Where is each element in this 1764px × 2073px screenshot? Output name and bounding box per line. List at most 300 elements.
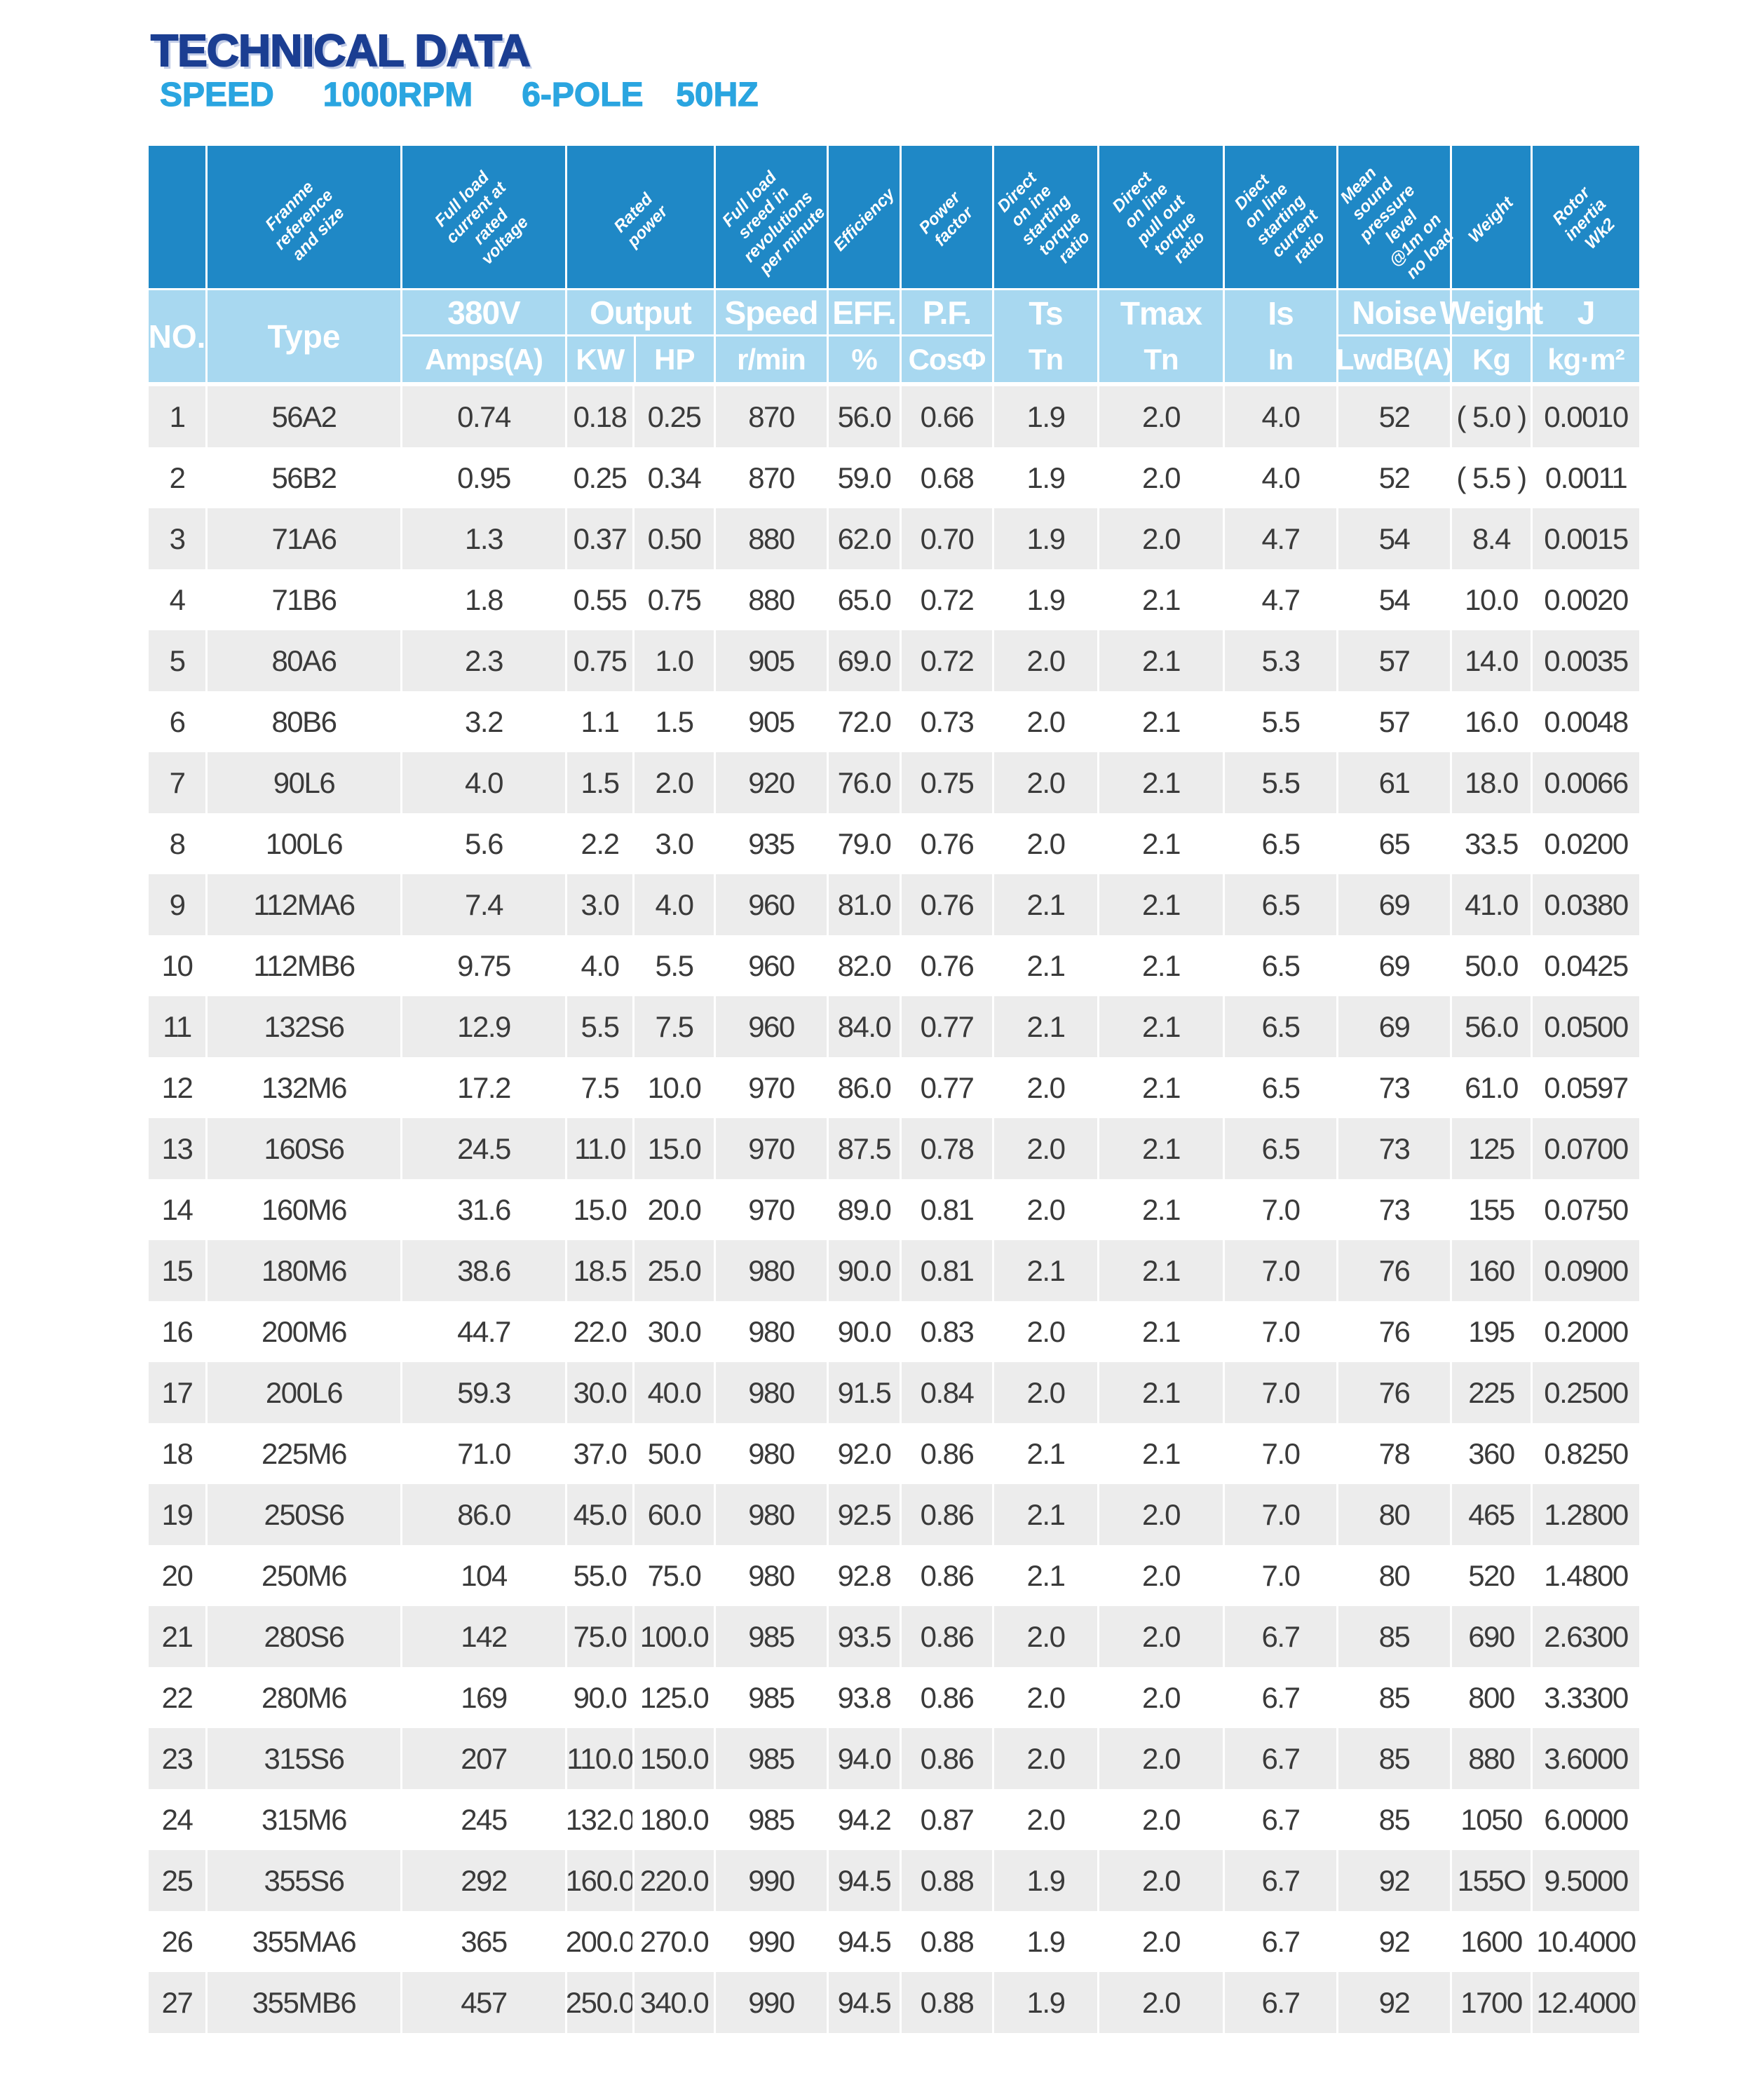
- table-cell: 0.76: [900, 935, 992, 996]
- column-label-sound: Mean sound pressure level @1m on no load: [1336, 163, 1458, 283]
- table-cell: 0.0035: [1531, 630, 1639, 691]
- table-cell: 6.7: [1223, 1667, 1336, 1728]
- table-cell: 92: [1336, 1911, 1450, 1972]
- table-cell: 18: [161, 1436, 193, 1470]
- table-cell: 980: [714, 1423, 827, 1484]
- table-row: [149, 691, 1639, 752]
- page-subtitle: SPEED 1000RPM 6-POLE 50HZ: [160, 76, 759, 114]
- table-cell: 10.4000: [1531, 1911, 1639, 1972]
- table-cell: 132M6: [205, 1057, 400, 1118]
- table-cell: 7.0: [1223, 1484, 1336, 1545]
- table-cell: 0.86: [900, 1667, 992, 1728]
- table-row: [149, 1301, 1639, 1362]
- table-cell: 90L6: [205, 752, 400, 813]
- table-cell: 169: [400, 1667, 565, 1728]
- table-cell: 2.0: [992, 1179, 1097, 1240]
- table-cell: 6.7: [1223, 1850, 1336, 1911]
- table-cell: 4.7: [1223, 569, 1336, 630]
- table-cell: 990: [714, 1850, 827, 1911]
- table-cell: 94.5: [827, 1850, 900, 1911]
- subheader-efficiency-top: EFF.: [829, 290, 900, 337]
- table-cell: 3.0: [565, 874, 632, 935]
- table-cell: 6.5: [1223, 996, 1336, 1057]
- table-cell: 37.0: [565, 1423, 632, 1484]
- subheader-is-top: Is: [1268, 295, 1294, 332]
- table-cell: 0.86: [900, 1606, 992, 1667]
- subheader-ts-top: Ts: [1029, 295, 1063, 332]
- table-cell: 84.0: [827, 996, 900, 1057]
- table-cell: 18.0: [1450, 752, 1531, 813]
- table-cell: 220.0: [632, 1850, 714, 1911]
- table-cell: 1.0: [632, 630, 714, 691]
- table-cell: 0.81: [900, 1179, 992, 1240]
- subheader-row: [149, 288, 1639, 382]
- table-cell: 20.0: [632, 1179, 714, 1240]
- table-cell: 73: [1336, 1118, 1450, 1179]
- table-cell: 1600: [1450, 1911, 1531, 1972]
- column-label-inertia: Rotor inertia Wk2: [1549, 183, 1619, 252]
- subheader-weight: [1439, 290, 1543, 382]
- subheader-efficiency: [827, 290, 900, 382]
- table-cell: 2.1: [1097, 752, 1223, 813]
- table-cell: 465: [1450, 1484, 1531, 1545]
- table-cell: 3.2: [400, 691, 565, 752]
- table-cell: 880: [714, 569, 827, 630]
- table-cell: 0.66: [900, 386, 992, 447]
- table-row: [149, 630, 1639, 691]
- table-cell: 0.76: [900, 813, 992, 874]
- table-cell: 10.0: [632, 1057, 714, 1118]
- table-cell: 990: [714, 1972, 827, 2033]
- table-cell: 7.0: [1223, 1179, 1336, 1240]
- table-cell: 2.1: [1097, 874, 1223, 935]
- table-cell: 5.5: [1223, 752, 1336, 813]
- subheader-power-factor-top: P.F.: [902, 290, 992, 337]
- table-cell: 1.9: [992, 1972, 1097, 2033]
- table-cell: 38.6: [400, 1240, 565, 1301]
- table-cell: 980: [714, 1545, 827, 1606]
- table-cell: 2.1: [1097, 996, 1223, 1057]
- table-cell: 4.0: [1223, 386, 1336, 447]
- table-cell: 69: [1336, 935, 1450, 996]
- table-cell: 160.0: [565, 1850, 632, 1911]
- table-cell: 57: [1336, 630, 1450, 691]
- subheader-no: [149, 290, 205, 382]
- table-cell: 970: [714, 1118, 827, 1179]
- table-cell: 935: [714, 813, 827, 874]
- table-cell: 160M6: [205, 1179, 400, 1240]
- table-cell: 200L6: [205, 1362, 400, 1423]
- table-cell: 110.0: [565, 1728, 632, 1789]
- table-cell: 0.0011: [1531, 447, 1639, 508]
- table-cell: 2.1: [1097, 1423, 1223, 1484]
- subheader-voltage-top: 380V: [402, 290, 565, 337]
- subheader-type: [205, 290, 400, 382]
- table-cell: 54: [1336, 508, 1450, 569]
- table-cell: 160S6: [205, 1118, 400, 1179]
- table-cell: 5.5: [565, 996, 632, 1057]
- table-cell: 7.0: [1223, 1301, 1336, 1362]
- table-cell: 2.2: [565, 813, 632, 874]
- table-row: [149, 1728, 1639, 1789]
- table-cell: 207: [400, 1728, 565, 1789]
- table-cell: 56.0: [827, 386, 900, 447]
- table-cell: 0.77: [900, 1057, 992, 1118]
- table-cell: 2.0: [1097, 1789, 1223, 1850]
- table-cell: 2.0: [992, 1606, 1097, 1667]
- table-cell: 155: [1450, 1179, 1531, 1240]
- table-cell: 62.0: [827, 508, 900, 569]
- table-cell: 2.0: [1097, 1972, 1223, 2033]
- table-cell: 2.6300: [1531, 1606, 1639, 1667]
- table-cell: 85: [1336, 1789, 1450, 1850]
- table-cell: 7.4: [400, 874, 565, 935]
- table-cell: 85: [1336, 1606, 1450, 1667]
- table-cell: 6.5: [1223, 935, 1336, 996]
- table-cell: 61: [1336, 752, 1450, 813]
- table-cell: 980: [714, 1484, 827, 1545]
- diagonal-header-cell-pullout-torque: [1097, 146, 1223, 288]
- table-cell: 7.0: [1223, 1240, 1336, 1301]
- table-cell: 315S6: [205, 1728, 400, 1789]
- table-cell: 980: [714, 1301, 827, 1362]
- table-cell: 2.1: [1097, 569, 1223, 630]
- table-cell: 2.1: [1097, 691, 1223, 752]
- table-cell: 33.5: [1450, 813, 1531, 874]
- table-cell: 9.5000: [1531, 1850, 1639, 1911]
- table-cell: 11: [163, 1010, 191, 1043]
- table-cell: 980: [714, 1240, 827, 1301]
- table-cell: 8.4: [1450, 508, 1531, 569]
- table-row: [149, 1423, 1639, 1484]
- table-cell: 6.5: [1223, 1118, 1336, 1179]
- table-cell: 355MA6: [205, 1911, 400, 1972]
- table-cell: 2.0: [992, 691, 1097, 752]
- subheader-is-bottom: In: [1268, 342, 1294, 376]
- table-cell: 18.5: [565, 1240, 632, 1301]
- table-cell: 60.0: [632, 1484, 714, 1545]
- table-cell: 0.70: [900, 508, 992, 569]
- table-cell: 20: [161, 1558, 193, 1592]
- table-cell: 86.0: [827, 1057, 900, 1118]
- subheader-no-label: NO.: [148, 318, 206, 355]
- table-cell: 92.5: [827, 1484, 900, 1545]
- table-cell: 94.5: [827, 1911, 900, 1972]
- table-cell: 0.84: [900, 1362, 992, 1423]
- table-row: [149, 1911, 1639, 1972]
- table-cell: 0.86: [900, 1728, 992, 1789]
- table-cell: 80B6: [205, 691, 400, 752]
- table-cell: 880: [1450, 1728, 1531, 1789]
- table-cell: 6.7: [1223, 1972, 1336, 2033]
- table-cell: 7: [169, 766, 185, 799]
- table-cell: 1.9: [992, 569, 1097, 630]
- table-cell: 870: [714, 386, 827, 447]
- table-cell: 72.0: [827, 691, 900, 752]
- subheader-kw: KW: [576, 342, 625, 376]
- table-cell: 2.0: [632, 752, 714, 813]
- subheader-inertia: [1531, 290, 1639, 382]
- table-cell: 82.0: [827, 935, 900, 996]
- table-cell: 3.3300: [1531, 1667, 1639, 1728]
- table-cell: 0.0010: [1531, 386, 1639, 447]
- table-cell: 180.0: [632, 1789, 714, 1850]
- table-cell: 1050: [1450, 1789, 1531, 1850]
- table-cell: 92.0: [827, 1423, 900, 1484]
- table-cell: 0.88: [900, 1972, 992, 2033]
- table-cell: 5.5: [1223, 691, 1336, 752]
- diagonal-header-row: [149, 146, 1639, 288]
- table-cell: 125: [1450, 1118, 1531, 1179]
- table-row: [149, 1057, 1639, 1118]
- table-row: [149, 1667, 1639, 1728]
- table-cell: 7.5: [632, 996, 714, 1057]
- table-cell: 2.0: [1097, 1728, 1223, 1789]
- subheader-tmax-bottom: Tn: [1144, 342, 1179, 376]
- table-cell: 59.3: [400, 1362, 565, 1423]
- table-cell: 9.75: [400, 935, 565, 996]
- table-cell: 2.1: [1097, 1179, 1223, 1240]
- table-cell: 4.0: [565, 935, 632, 996]
- table-cell: 2.1: [992, 1545, 1097, 1606]
- table-cell: 150.0: [632, 1728, 714, 1789]
- table-cell: 56A2: [205, 386, 400, 447]
- table-cell: 270.0: [632, 1911, 714, 1972]
- table-cell: 2.1: [992, 1423, 1097, 1484]
- table-cell: 2.1: [1097, 1057, 1223, 1118]
- table-cell: 2.1: [1097, 630, 1223, 691]
- table-cell: 92.8: [827, 1545, 900, 1606]
- table-cell: 50.0: [1450, 935, 1531, 996]
- table-cell: 79.0: [827, 813, 900, 874]
- table-cell: 15.0: [632, 1118, 714, 1179]
- table-cell: 960: [714, 874, 827, 935]
- table-cell: 0.0750: [1531, 1179, 1639, 1240]
- table-cell: 0.0380: [1531, 874, 1639, 935]
- table-cell: 2.1: [1097, 1301, 1223, 1362]
- table-row: [149, 1850, 1639, 1911]
- diagonal-header-cell-weight: [1450, 146, 1531, 288]
- table-cell: 985: [714, 1606, 827, 1667]
- diagonal-header-cell-no: [149, 146, 205, 288]
- table-cell: 0.95: [400, 447, 565, 508]
- table-cell: 1.3: [400, 508, 565, 569]
- table-cell: 6: [169, 705, 185, 738]
- table-cell: 960: [714, 935, 827, 996]
- table-cell: 9: [169, 888, 185, 921]
- table-cell: 10.0: [1450, 569, 1531, 630]
- table-cell: 0.0700: [1531, 1118, 1639, 1179]
- diagonal-header-cell-starting-current: [1223, 146, 1336, 288]
- table-cell: 0.0048: [1531, 691, 1639, 752]
- table-cell: 2.0: [1097, 1850, 1223, 1911]
- column-label-efficiency: Efficiency: [829, 184, 898, 255]
- table-cell: 76: [1336, 1240, 1450, 1301]
- column-label-frame: Franme reference and size: [261, 177, 348, 264]
- table-cell: 2.0: [992, 813, 1097, 874]
- table-cell: 225M6: [205, 1423, 400, 1484]
- table-cell: 112MA6: [205, 874, 400, 935]
- diagonal-header-cell-starting-torque: [992, 146, 1097, 288]
- table-cell: 7.0: [1223, 1362, 1336, 1423]
- table-row: [149, 1972, 1639, 2033]
- table-cell: 1.9: [992, 447, 1097, 508]
- table-cell: 2.0: [1097, 1667, 1223, 1728]
- table-cell: 25.0: [632, 1240, 714, 1301]
- table-cell: 0.78: [900, 1118, 992, 1179]
- table-cell: 1.5: [565, 752, 632, 813]
- subheader-inertia-bottom: kg·m²: [1547, 342, 1624, 376]
- table-cell: 73: [1336, 1179, 1450, 1240]
- table-cell: 2.0: [1097, 1911, 1223, 1972]
- table-cell: 65: [1336, 813, 1450, 874]
- table-row: [149, 1179, 1639, 1240]
- table-cell: 2.1: [992, 874, 1097, 935]
- table-cell: 2.0: [1097, 1545, 1223, 1606]
- table-cell: 1.9: [992, 1850, 1097, 1911]
- table-cell: 89.0: [827, 1179, 900, 1240]
- table-cell: 71.0: [400, 1423, 565, 1484]
- table-cell: 125.0: [632, 1667, 714, 1728]
- table-cell: 245: [400, 1789, 565, 1850]
- subheader-inertia-top: J: [1533, 290, 1639, 337]
- diagonal-header-cell-rated-power: [565, 146, 714, 288]
- table-cell: 59.0: [827, 447, 900, 508]
- subheader-weight-top: Weight: [1452, 290, 1531, 337]
- subheader-power-factor-bottom: CosΦ: [908, 342, 986, 376]
- table-row: [149, 1118, 1639, 1179]
- table-cell: 250S6: [205, 1484, 400, 1545]
- subheader-tmax-top: Tmax: [1120, 295, 1202, 332]
- table-row: [149, 1606, 1639, 1667]
- table-cell: 7.0: [1223, 1423, 1336, 1484]
- table-cell: 26: [161, 1924, 193, 1958]
- table-cell: 0.25: [632, 386, 714, 447]
- table-row: [149, 996, 1639, 1057]
- table-cell: 80A6: [205, 630, 400, 691]
- table-cell: 4.7: [1223, 508, 1336, 569]
- technical-data-table: [149, 146, 1639, 2033]
- table-cell: 21: [161, 1619, 193, 1653]
- table-cell: 100L6: [205, 813, 400, 874]
- diagonal-header-cell-power-factor: [900, 146, 992, 288]
- table-cell: 0.74: [400, 386, 565, 447]
- table-cell: 2.0: [992, 752, 1097, 813]
- table-cell: 6.7: [1223, 1789, 1336, 1850]
- table-cell: 0.72: [900, 630, 992, 691]
- table-cell: 1.9: [992, 1911, 1097, 1972]
- table-cell: 360: [1450, 1423, 1531, 1484]
- table-cell: 86.0: [400, 1484, 565, 1545]
- table-cell: 75.0: [565, 1606, 632, 1667]
- subheader-type-label: Type: [267, 318, 341, 355]
- diagonal-header-cell-efficiency: [827, 146, 900, 288]
- table-cell: 54: [1336, 569, 1450, 630]
- table-cell: 315M6: [205, 1789, 400, 1850]
- subheader-hp: HP: [634, 337, 714, 382]
- table-cell: 1.5: [632, 691, 714, 752]
- table-cell: 985: [714, 1728, 827, 1789]
- column-label-speed: Full load sreed in revolutions per minute: [718, 167, 829, 278]
- table-cell: 0.83: [900, 1301, 992, 1362]
- table-cell: 970: [714, 1057, 827, 1118]
- table-cell: 905: [714, 691, 827, 752]
- table-cell: 4.0: [1223, 447, 1336, 508]
- table-row: [149, 813, 1639, 874]
- table-cell: 0.0015: [1531, 508, 1639, 569]
- table-cell: 90.0: [565, 1667, 632, 1728]
- subheader-ts: [992, 290, 1097, 382]
- subheader-voltage-bottom: Amps(A): [425, 342, 543, 376]
- table-cell: 2.0: [992, 1301, 1097, 1362]
- table-cell: 2.1: [1097, 1240, 1223, 1301]
- table-cell: 24.5: [400, 1118, 565, 1179]
- column-label-pullout-torque: Direct on line pull out torque ratio: [1108, 168, 1209, 267]
- table-cell: 0.75: [632, 569, 714, 630]
- table-cell: 355S6: [205, 1850, 400, 1911]
- table-cell: 970: [714, 1179, 827, 1240]
- table-cell: 22.0: [565, 1301, 632, 1362]
- table-cell: 73: [1336, 1057, 1450, 1118]
- table-cell: 76: [1336, 1301, 1450, 1362]
- subheader-output-top: Output: [567, 290, 714, 337]
- table-cell: 2.0: [1097, 1606, 1223, 1667]
- table-cell: 132S6: [205, 996, 400, 1057]
- table-cell: 0.87: [900, 1789, 992, 1850]
- table-cell: 75.0: [632, 1545, 714, 1606]
- table-cell: 0.86: [900, 1545, 992, 1606]
- table-cell: 5.6: [400, 813, 565, 874]
- table-cell: 80: [1336, 1484, 1450, 1545]
- subheader-voltage: [400, 290, 565, 382]
- column-label-starting-torque: Direct on ine starting torque ratio: [993, 168, 1094, 267]
- table-cell: 40.0: [632, 1362, 714, 1423]
- table-cell: 10: [161, 949, 193, 982]
- table-cell: 44.7: [400, 1301, 565, 1362]
- table-cell: 2.1: [992, 1240, 1097, 1301]
- table-cell: 12.4000: [1531, 1972, 1639, 2033]
- table-cell: 0.50: [632, 508, 714, 569]
- table-cell: 5.5: [632, 935, 714, 996]
- table-cell: 13: [161, 1131, 193, 1165]
- table-cell: 30.0: [565, 1362, 632, 1423]
- table-cell: 0.88: [900, 1850, 992, 1911]
- table-cell: 76.0: [827, 752, 900, 813]
- table-cell: 880: [714, 508, 827, 569]
- table-cell: 2.1: [1097, 935, 1223, 996]
- table-cell: 16.0: [1450, 691, 1531, 752]
- diagonal-header-cell-sound: [1336, 146, 1458, 288]
- table-cell: 1.9: [992, 386, 1097, 447]
- table-cell: 985: [714, 1789, 827, 1850]
- table-cell: 2.0: [992, 630, 1097, 691]
- table-cell: 2.0: [992, 1057, 1097, 1118]
- table-row: [149, 1545, 1639, 1606]
- table-cell: 41.0: [1450, 874, 1531, 935]
- table-cell: 6.7: [1223, 1728, 1336, 1789]
- table-cell: 92: [1336, 1972, 1450, 2033]
- diagonal-header-cell-frame: [205, 146, 400, 288]
- table-cell: 25: [161, 1863, 193, 1897]
- table-row: [149, 874, 1639, 935]
- table-cell: 2.0: [992, 1789, 1097, 1850]
- subheader-power-factor: [900, 290, 992, 382]
- table-cell: 1700: [1450, 1972, 1531, 2033]
- table-cell: 0.86: [900, 1423, 992, 1484]
- table-cell: 6.5: [1223, 813, 1336, 874]
- table-cell: 1.8: [400, 569, 565, 630]
- column-label-power-factor: Power factor: [915, 187, 977, 250]
